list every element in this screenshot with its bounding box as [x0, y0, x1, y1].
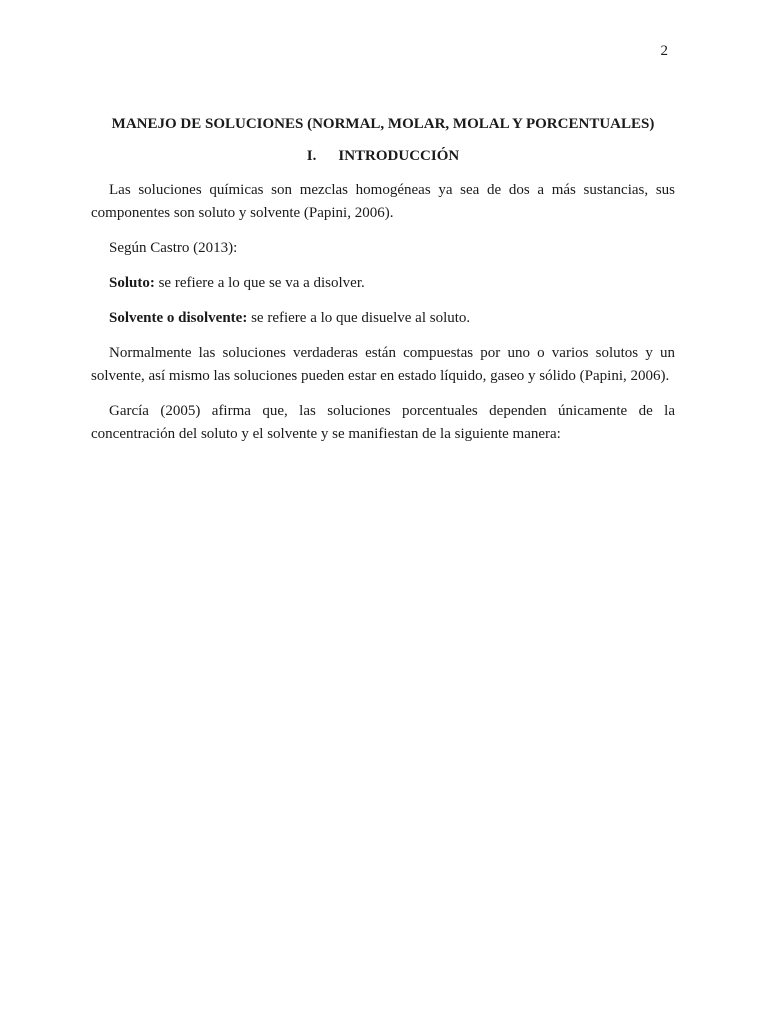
paragraph-soluciones-verdaderas: Normalmente las soluciones verdaderas están compuestas por uno o varios solutos y un solvente, así mismo las soluciones pueden estar en estado líquido, gaseo y sólido (Papini, 2006). — [91, 345, 675, 384]
term-soluto: Soluto: — [109, 275, 155, 291]
section-title: INTRODUCCIÓN — [338, 148, 460, 164]
definition-soluto: se refiere a lo que se va a disolver. — [154, 275, 365, 291]
page-number: 2 — [660, 43, 668, 59]
definition-solvente: se refiere a lo que disuelve al soluto. — [247, 310, 471, 326]
term-solvente: Solvente o disolvente: — [109, 310, 248, 326]
paragraph-citation-intro: Según Castro (2013): — [109, 240, 238, 256]
paragraph-soluto — [91, 272, 675, 295]
paragraph-definition: Las soluciones químicas son mezclas homogéneas ya sea de dos a más sustancias, sus componentes son soluto y solvente (Papini, 2006). — [91, 182, 675, 221]
document-title: MANEJO DE SOLUCIONES (NORMAL, MOLAR, MOLAL Y PORCENTUALES) — [111, 116, 655, 132]
paragraph-solvente — [91, 307, 675, 330]
paragraph-porcentuales: García (2005) afirma que, las soluciones porcentuales dependen únicamente de la concentración del soluto y el solvente y se manifiestan de la siguiente manera: — [91, 403, 675, 442]
section-heading — [91, 146, 675, 166]
document-body — [91, 114, 675, 446]
section-number: I. — [306, 148, 317, 164]
